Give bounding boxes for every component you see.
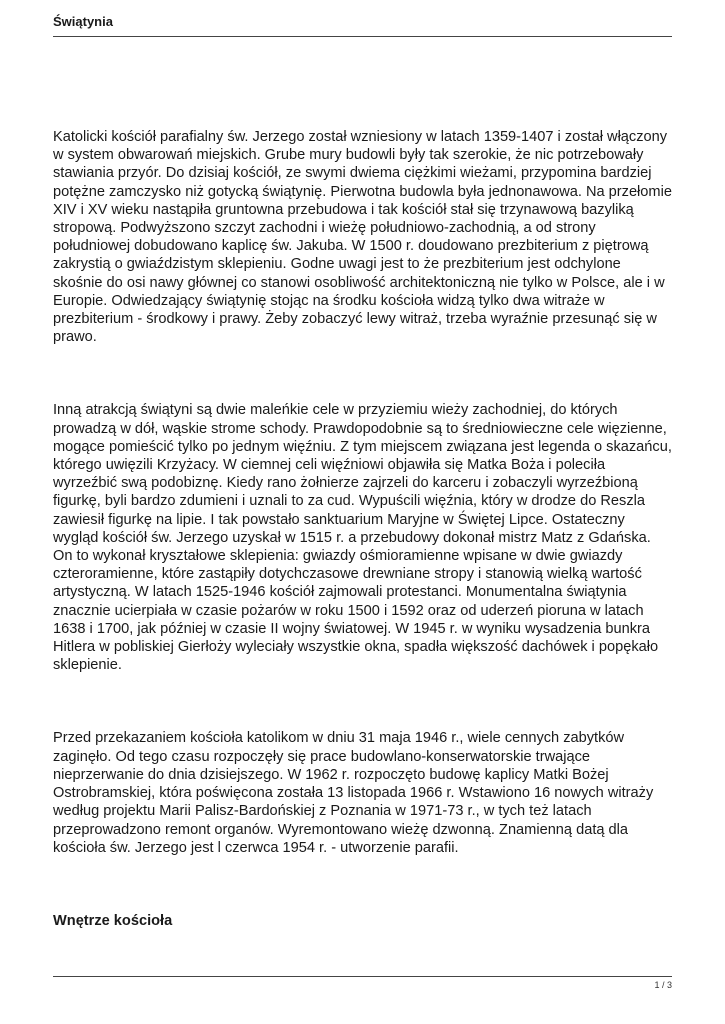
page-header xyxy=(53,14,672,37)
paragraph-legend: Inną atrakcją świątyni są dwie maleńkie cele w przyziemiu wieży zachodniej, do których prowadzą w dół, wąskie strome schody. Prawdopodobnie są to średniowieczne cele więzienne, mogące pomieścić tylko po jednym więźniu. Z tym miejscem związana jest legenda o skazańcu, którego uwięzili Krzyżacy. W ciemnej celi więźniowi objawiła się Matka Boża i poleciła wyrzeźbić swą podobiznę. Kiedy rano żołnierze zajrzeli do karceru i zobaczyli wyrzeźbioną figurkę, byli bardzo zdumieni i uznali to za cud. Wypuścili więźnia, który w drodze do Reszla zawiesił figurkę na lipie. I tak powstało sanktuarium Maryjne w Świętej Lipce. Ostateczny wygląd kościół św. Jerzego uzyskał w 1515 r. a przebudowy dokonał mistrz Matz z Gdańska. On to wykonał kryształowe sklepienia: gwiazdy ośmioramienne wpisane w dwie gwiazdy czteroramienne, które zastąpiły dotychczasowe drewniane stropy i stanowią wielką wartość artystyczną. W latach 1525-1946 kościół zajmowali protestanci. Monumentalna świątynia znacznie ucierpiała w czasie pożarów w roku 1500 i 1592 oraz od uderzeń pioruna w latach 1638 i 1700, jak później w czasie II wojny światowej. W 1945 r. w wyniku wysadzenia bunkra Hitlera w pobliskiej Gierłoży wyleciały wszystkie okna, spadła większość dachówek i popękało sklepienie. xyxy=(53,402,672,674)
paragraph-history: Katolicki kościół parafialny św. Jerzego został wzniesiony w latach 1359-1407 i został włączony w system obwarowań miejskich. Grube mury budowli były tak szerokie, że nic potrzebowały stawiania przyór. Do dzisiaj kościół, ze swymi dwiema ciężkimi wieżami, przypomina bardziej potężne zamczysko niż gotycką świątynię. Pierwotna budowla była jednonawowa. Na przełomie XIV i XV wieku nastąpiła gruntowna przebudowa i tak kościół stał się trzynawową bazyliką stropową. Podwyższono szczyt zachodni i wieżę południowo-zachodnią, a od strony południowej dobudowano kaplicę św. Jakuba. W 1500 r. doudowano prezbiterium z piętrową zakrystią o gwiaździstym sklepieniu. Godne uwagi jest to że prezbiterium jest odchylone skośnie do osi nawy głównej co stanowi osobliwość architektoniczną nie tylko w Polsce, ale i w Europie. Odwiedzający świątynię stojąc na środku kościoła widzą tylko dwa witraże w prezbiterium - środkowy i prawy. Żeby zobaczyć lewy witraż, trzeba wyraźnie przesunąć się w prawo. xyxy=(53,129,672,346)
page-title: Świątynia xyxy=(53,14,113,29)
paragraph-restoration: Przed przekazaniem kościoła katolikom w dniu 31 maja 1946 r., wiele cennych zabytków zaginęło. Od tego czasu rozpoczęły się prace budowlano-konserwatorskie trwające nieprzerwanie do dnia dzisiejszego. W 1962 r. rozpoczęto budowę kaplicy Matki Bożej Ostrobramskiej, która poświęcona została 13 listopada 1966 r. Wstawiono 16 nowych witraży według projektu Marii Palisz-Bardońskiej z Poznania w 1971-73 r., w tych też latach przeprowadzono remont organów. Wyremontowano wieżę dzwonną. Znamienną datą dla kościoła św. Jerzego jest l czerwca 1954 r. - utworzenie parafii. xyxy=(53,730,654,856)
footer-divider xyxy=(53,976,672,977)
document-body xyxy=(53,128,672,930)
page-footer xyxy=(53,976,672,991)
section-heading-interior: Wnętrze kościoła xyxy=(53,912,173,929)
page-number: 1 / 3 xyxy=(654,980,672,990)
header-divider xyxy=(53,36,672,37)
